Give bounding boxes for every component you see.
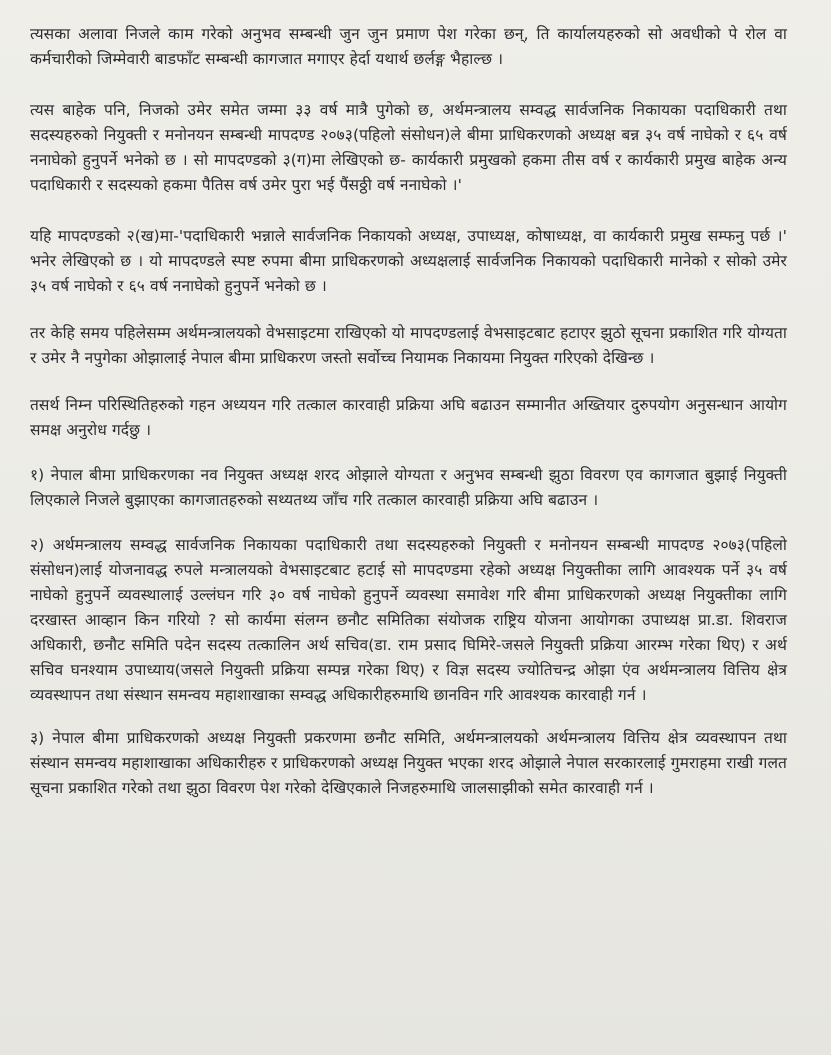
demand-item-3: ३) नेपाल बीमा प्राधिकरणको अध्यक्ष नियुक्ती प्रकरणमा छनौट समिति, अर्थमन्त्रालयको अर्थमन्त्रालय वित्तिय क्षेत्र व्यवस्थापन तथा संस्थान समन्वय महाशाखाका अधिकारीहरु र प्राधिकरणको अध्यक्ष नियुक्त भएका शरद ओझाले नेपाल सरकारलाई गुमराहमा राखी गलत सूचना प्रकाशित गरेको तथा झुठा विवरण पेश गरेको देखिएकाले निजहरुमाथि जालसाझीको समेत कारवाही गर्न ।	[30, 729, 787, 797]
demand-item-2: २) अर्थमन्त्रालय सम्वद्ध सार्वजनिक निकायका पदाधिकारी तथा सदस्यहरुको नियुक्ती र मनोनयन सम्बन्धी मापदण्ड २०७३(पहिलो संसोधन)लाई योजनावद्ध रुपले मन्त्रालयको वेभसाइटबाट हटाई सो मापदण्डमा रहेको अध्यक्ष नियुक्तीका लागि आवश्यक पर्ने ३५ वर्ष नाघेको हुनुपर्ने व्यवस्थालाई उल्लंघन गरि ३० वर्ष नाघेको हुनुपर्ने व्यवस्था समावेश गरि बीमा प्राधिकरणको अध्यक्ष नियुक्तीका लागि दरखास्त आव्हान किन गरियो ? सो कार्यमा संलग्न छनौट समितिका संयोजक राष्ट्रिय योजना आयोगका उपाध्यक्ष प्रा.डा. शिवराज अधिकारी, छनौट समिति पदेन सदस्य तत्कालिन अर्थ सचिव(डा. राम प्रसाद घिमिरे-जसले नियुक्ती प्रक्रिया आरम्भ गरेका थिए) र अर्थ सचिव घनश्याम उपाध्याय(जसले नियुक्ती प्रक्रिया सम्पन्न गरेका थिए) र विज्ञ सदस्य ज्योतिचन्द्र ओझा एंव अर्थमन्त्रालय वित्तिय क्षेत्र व्यवस्थापन तथा संस्थान समन्वय महाशाखाका सम्वद्ध अधिकारीहरुमाथि छानविन गरि आवश्यक कारवाही गर्न ।	[30, 536, 787, 704]
paragraph-age-criteria: त्यस बाहेक पनि, निजको उमेर समेत जम्मा ३३ वर्ष मात्रै पुगेको छ, अर्थमन्त्रालय सम्वद्ध सार्वजनिक निकायका पदाधिकारी तथा सदस्यहरुको नियुक्ती र मनोनयन सम्बन्धी मापदण्ड २०७३(पहिलो संसोधन)ले बीमा प्राधिकरणको अध्यक्ष बन्न ३५ वर्ष नाघेको र ६५ वर्ष ननाघेको हुनुपर्ने भनेको छ । सो मापदण्डको ३(ग)मा लेखिएको छ- कार्यकारी प्रमुखको हकमा तीस वर्ष र कार्यकारी प्रमुख बाहेक अन्य पदाधिकारी र सदस्यको हकमा पैतिस वर्ष उमेर पुरा भई पैंसठ्ठी वर्ष ननाघेको ।'	[30, 101, 787, 194]
paragraph-evidence-verification: त्यसका अलावा निजले काम गरेको अनुभव सम्बन्धी जुन जुन प्रमाण पेश गरेका छन्, ति कार्यालयहरुको सो अवधीको पे रोल वा कर्मचारीको जिम्मेवारी बाडफाँट सम्बन्धी कागजात मगाएर हेर्दा यथार्थ छर्लङ्ग भैहाल्छ ।	[30, 25, 787, 68]
paragraph-official-definition: यहि मापदण्डको २(ख)मा-'पदाधिकारी भन्नाले सार्वजनिक निकायको अध्यक्ष, उपाध्यक्ष, कोषाध्यक्ष, वा कार्यकारी प्रमुख सम्फनु पर्छ ।' भनेर लेखिएको छ । यो मापदण्डले स्पष्ट रुपमा बीमा प्राधिकरणको अध्यक्षलाई सार्वजनिक निकायको पदाधिकारी मानेको र सोको उमेर ३५ वर्ष नाघेको र ६५ वर्ष ननाघेको हुनुपर्ने भनेको छ ।	[30, 227, 787, 295]
paragraph-website-removal: तर केहि समय पहिलेसम्म अर्थमन्त्रालयको वेभसाइटमा राखिएको यो मापदण्डलाई वेभसाइटबाट हटाएर झुठो सूचना प्रकाशित गरि योग्यता र उमेर नै नपुगेका ओझालाई नेपाल बीमा प्राधिकरण जस्तो सर्वोच्च नियामक निकायमा नियुक्त गरिएको देखिन्छ ।	[30, 324, 787, 367]
demand-item-1: १) नेपाल बीमा प्राधिकरणका नव नियुक्त अध्यक्ष शरद ओझाले योग्यता र अनुभव सम्बन्धी झुठा विवरण एव कागजात बुझाई नियुक्ती लिएकाले निजले बुझाएका कागजातहरुको सथ्यतथ्य जाँच गरि तत्काल कारवाही प्रक्रिया अघि बढाउन ।	[30, 466, 787, 509]
paragraph-request-statement: तसर्थ निम्न परिस्थितिहरुको गहन अध्ययन गरि तत्काल कारवाही प्रक्रिया अघि बढाउन सम्मानीत अख्तियार दुरुपयोग अनुसन्धान आयोग समक्ष अनुरोध गर्दछु ।	[30, 396, 787, 439]
